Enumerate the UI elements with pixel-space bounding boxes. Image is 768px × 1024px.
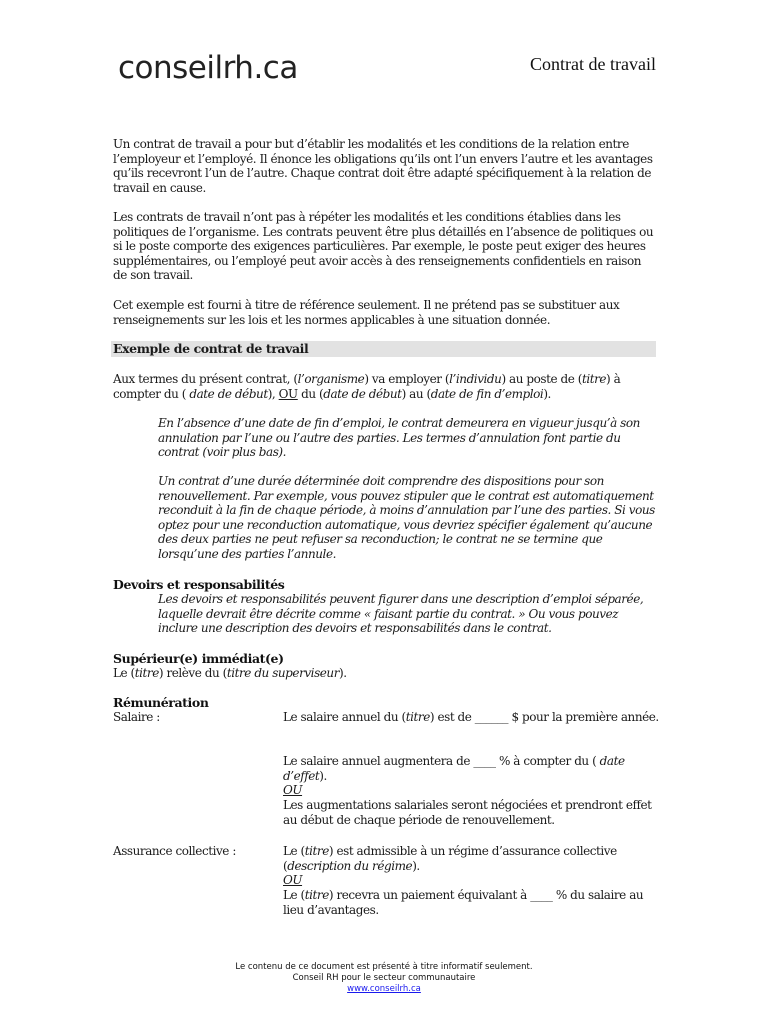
superieur-text: Le (titre) relève du (titre du superviseur).: [113, 666, 347, 680]
field-date-debut: date de début: [186, 386, 268, 401]
superieur-heading: Supérieur(e) immédiat(e): [113, 651, 284, 666]
devoirs-heading: Devoirs et responsabilités: [113, 577, 285, 592]
remuneration-heading: Rémunération: [113, 695, 209, 710]
assurance-text-1: Le (titre) est admissible à un régime d’assurance collective (description du régime).: [283, 844, 617, 873]
salaire-or: OU: [283, 783, 303, 797]
section-header-bar: [111, 341, 656, 357]
footer-organization: Conseil RH pour le secteur communautaire: [292, 973, 476, 983]
salaire-label: Salaire :: [113, 710, 160, 724]
field-date-fin: date de fin d’emploi: [430, 386, 544, 401]
salaire-text-2: Le salaire annuel augmentera de ____ % à compter du ( date d’effet).: [283, 754, 625, 783]
field-titre: titre: [581, 372, 607, 386]
field-date-debut-2: date de début: [323, 386, 402, 401]
assurance-text-2: Le (titre) recevra un paiement équivalant à ____ % du salaire au lieu d’avantages.: [283, 888, 644, 917]
field-organisme: l’organisme: [297, 372, 365, 386]
assurance-label: Assurance collective :: [113, 844, 236, 858]
note-renewal: Un contrat d’une durée déterminée doit comprendre des dispositions pour son renouvellement. Par exemple, vous pouvez stipuler que le contrat est automatiquement reconduit à la fin de chaque période, à moins d’annulation par l’une des parties. Si vous optez pour une reconduction automatique, vous devriez spécifier également qu’aucune des deux parties ne peut refuser sa reconduction; le contrat ne se termine que lorsqu’une des parties l’annule.: [158, 474, 655, 561]
footer-link[interactable]: www.conseilrh.ca: [347, 984, 421, 994]
assurance-or: OU: [283, 873, 303, 887]
terms-paragraph: Aux termes du présent contrat, (l’organisme) va employer (l’individu) au poste de (titre) à compter du ( date de début), OU du (date de début) au (date de fin d’emploi).: [113, 372, 621, 401]
footer-disclaimer: Le contenu de ce document est présenté à titre informatif seulement.: [235, 962, 533, 972]
salaire-text-1: Le salaire annuel du (titre) est de ______ $ pour la première année.: [283, 710, 659, 724]
or-underline: OU: [278, 386, 298, 401]
footer: [0, 962, 768, 995]
intro-paragraph-3: Cet exemple est fourni à titre de référence seulement. Il ne prétend pas se substituer aux renseignements sur les lois et les normes applicables à une situation donnée.: [113, 298, 620, 327]
logo: conseilrh.ca: [118, 50, 298, 86]
devoirs-text: Les devoirs et responsabilités peuvent figurer dans une description d’emploi séparée, laquelle devrait être décrite comme « faisant partie du contrat. » Ou vous pouvez inclure une description des devoirs et responsabilités dans le contrat.: [158, 592, 644, 636]
note-end-date: En l’absence d’une date de fin d’emploi, le contrat demeurera en vigueur jusqu’à son annulation par l’une ou l’autre des parties. Les termes d’annulation font partie du contrat (voir plus bas).: [158, 416, 640, 460]
section-title: Exemple de contrat de travail: [113, 341, 309, 356]
field-individu: l’individu: [449, 372, 502, 386]
document-title: Contrat de travail: [530, 54, 656, 74]
salaire-text-3: Les augmentations salariales seront négociées et prendront effet au début de chaque période de renouvellement.: [283, 798, 652, 827]
intro-paragraph-1: Un contrat de travail a pour but d’établir les modalités et les conditions de la relation entre l’employeur et l’employé. Il énonce les obligations qu’ils ont l’un envers l’autre et les avantages qu’ils recevront l’un de l’autre. Chaque contrat doit être adapté spécifiquement à la relation de travail en cause.: [113, 137, 653, 195]
intro-paragraph-2: Les contrats de travail n’ont pas à répéter les modalités et les conditions établies dans les politiques de l’organisme. Les contrats peuvent être plus détaillés en l’absence de politiques ou si le poste comporte des exigences particulières. Par exemple, le poste peut exiger des heures supplémentaires, ou l’employé peut avoir accès à des renseignements confidentiels en raison de son travail.: [113, 210, 654, 283]
